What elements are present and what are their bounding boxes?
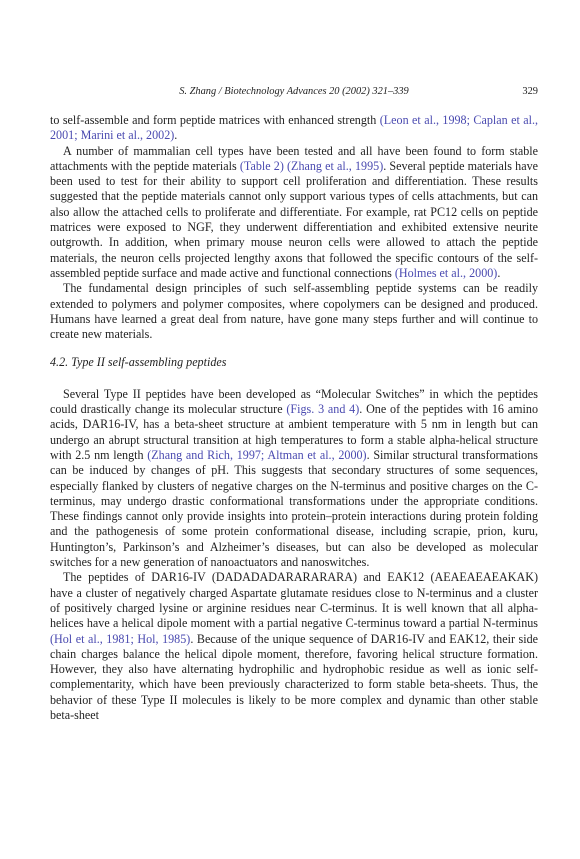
- paragraph-text: . Several peptide materials have been used to test for their ability to support cell proliferation and differentiation. These results suggested that the peptide materials cannot only support various types of cells attachments, but can also allow the attached cells to proliferate and differentiate. For example, rat PC12 cells on peptide matrices were exposed to NGF, they underwent differentiation and exhibited extensive neurite outgrowth. In addition, when primary mouse neuron cells were allowed to attach the peptide materials, the neuron cells projected lengthy axons that followed the specific contours of the self-assembled peptide surface and made active and functional connections: [50, 158, 538, 280]
- citation-link[interactable]: (Hol et al., 1981; Hol, 1985): [50, 631, 191, 646]
- citation-link[interactable]: (Leon et al., 1998; Caplan et al., 2001; Marini et al., 2002): [50, 113, 539, 143]
- citation-link[interactable]: (Holmes et al., 2000): [394, 265, 498, 280]
- paragraph-dar16-eak12: [50, 570, 538, 723]
- paragraph-text: The fundamental design principles of such self-assembling peptide systems can be readily extended to polymers and polymer composites, where copolymers can be designed and produced. Humans have learned a great deal from nature, have gone many steps further and will continue to create new materials.: [50, 281, 538, 342]
- paragraph-design-principles: [50, 281, 538, 342]
- article-body: [50, 113, 538, 723]
- citation-link[interactable]: (Zhang and Rich, 1997; Altman et al., 2000): [147, 447, 367, 462]
- paragraph-text: A number of mammalian cell types have been tested and all have been found to form stable attachments with the peptide materials: [50, 143, 538, 173]
- section-heading: 4.2. Type II self-assembling peptides: [50, 355, 227, 370]
- running-head: S. Zhang / Biotechnology Advances 20 (2002) 321–339: [179, 86, 409, 97]
- paragraph-text: Several Type II peptides have been developed as “Molecular Switches” in which the peptides could drastically change its molecular structure: [50, 386, 538, 417]
- paragraph-cell-types: [50, 144, 538, 282]
- paragraph-continued: [50, 113, 538, 144]
- paragraph-text: . One of the peptides with 16 amino acids, DAR16-IV, has a beta-sheet structure at ambient temperature with 5 nm in length but can undergo an abrupt structural transition at high temperatures to form a stable alpha-helical structure with 2.5 nm length: [50, 402, 538, 462]
- paragraph-molecular-switches: [50, 387, 538, 571]
- paragraph-text: . Because of the unique sequence of DAR16-IV and EAK12, their side chain charges balance the helical dipole moment, therefore, favoring helical structure formation. However, they also have alternating hydrophilic and hydrophobic residue as well as ionic self-complementarity, which have been previously characterized to form stable beta-sheets. Thus, the behavior of these Type II molecules is likely to be more complex and dynamic than other stable beta-sheet: [50, 631, 538, 722]
- figure-link[interactable]: (Figs. 3 and 4): [286, 402, 360, 417]
- page-header: [50, 84, 538, 100]
- paragraph-text: . Similar structural transformations can be induced by changes of pH. This suggests that secondary structures of some sequences, especially flanked by clusters of negative charges on the N-terminus and positive charges on the C-terminus, may undergo drastic conformational transformations under the appropriate conditions. These findings cannot only provide insights into protein–protein interactions during protein folding and the pathogenesis of some protein conformational disease, including scrapie, prion, kuru, Huntington’s, Parkinson’s and Alzheimer’s diseases, but can also be developed as molecular switches for a new generation of nanoactuators and nanoswitches.: [50, 447, 538, 570]
- paragraph-text: .: [497, 265, 501, 280]
- paragraph-text: The peptides of DAR16-IV (DADADADARARARARA) and EAK12 (AEAEAEAEAKAK) have a cluster of negatively charged Aspartate glutamate residues close to N-terminus and a cluster of positively charged lysine or arginine residues near C-terminus. It is well known that all alpha-helices have a helical dipole moment with a partial negative C-terminus toward a partial N-terminus: [50, 570, 538, 631]
- paragraph-text: to self-assemble and form peptide matrices with enhanced strength: [50, 113, 380, 127]
- paragraph-text: .: [174, 128, 178, 143]
- table-link[interactable]: (Table 2): [239, 158, 284, 173]
- citation-link[interactable]: (Zhang et al., 1995): [287, 158, 384, 173]
- page-number: 329: [522, 86, 538, 97]
